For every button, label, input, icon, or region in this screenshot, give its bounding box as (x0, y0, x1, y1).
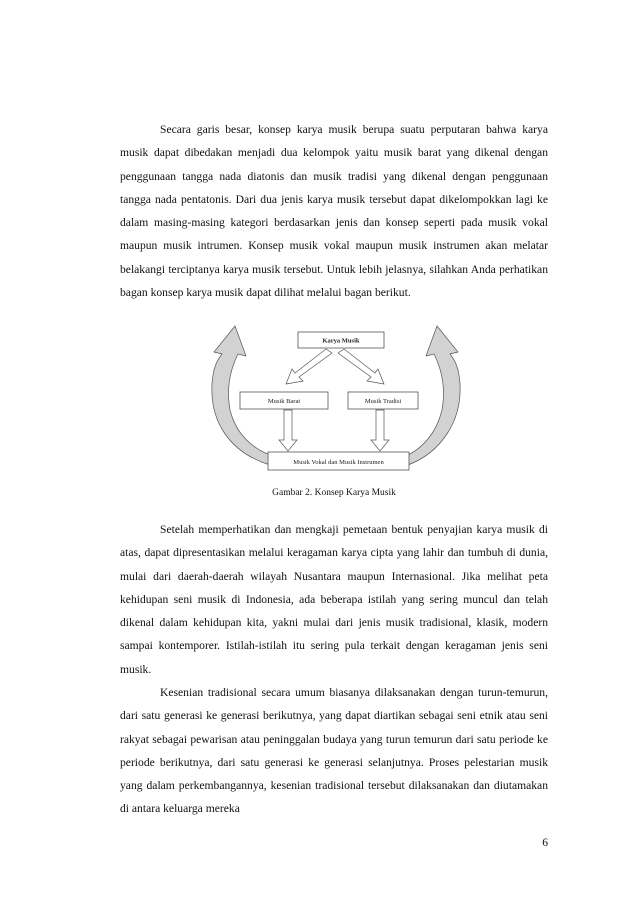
karya-musik-label: Karya Musik (322, 337, 360, 345)
arrow-to-musik-tradisi (338, 349, 384, 384)
musik-vokal-instrumen-label: Musik Vokal dan Musik Instrumen (293, 459, 384, 466)
musik-tradisi-label: Musik Tradisi (364, 398, 402, 405)
paragraph-3 (120, 681, 548, 821)
paragraph-3-text: Kesenian tradisional secara umum biasanya dilaksanakan dengan turun-temurun, dari satu generasi ke generasi berikutnya, yang dapat diartikan sebagai seni etnik atau seni rakyat sebagai pewarisan atau peninggalan budaya yang turun temurun dari satu periode ke periode berikutnya, dari satu generasi ke generasi selanjutnya. Proses pelestarian musik yang dalam perkembangannya, kesenian tradisional tersebut dilaksanakan dan diutamakan di antara keluarga mereka (120, 686, 548, 816)
arrow-to-musik-barat (286, 349, 332, 384)
paragraph-2 (120, 518, 548, 681)
paragraph-1-text: Secara garis besar, konsep karya musik berupa suatu perputaran bahwa karya musik dapat dibedakan menjadi dua kelompok yaitu musik barat yang dikenal dengan penggunaan tangga nada diatonis dan musik tradisi yang dikenal dengan penggunaan tangga nada pentatonis. Dari dua jenis karya musik tersebut dapat dikelompokkan lagi ke dalam masing-masing kategori berdasarkan jenis dan konsep seperti pada musik vokal maupun musik intrumen. Konsep musik vokal maupun musik instrumen akan melatar belakangi terciptanya karya musik tersebut. Untuk lebih jelasnya, silahkan Anda perhatikan bagan konsep karya musik dapat dilihat melalui bagan berikut. (120, 123, 548, 300)
page-number: 6 (542, 836, 548, 849)
figure-caption: Gambar 2. Konsep Karya Musik (272, 488, 396, 498)
arrow-barat-to-bottom (279, 410, 297, 451)
musik-barat-label: Musik Barat (267, 398, 301, 405)
karya-musik-diagram (200, 322, 470, 477)
paragraph-2-text: Setelah memperhatikan dan mengkaji pemetaan bentuk penyajian karya musik di atas, dapat dipresentasikan melalui keragaman karya cipta yang lahir dan tumbuh di dunia, mulai dari daerah-daerah wilayah Nusantara maupun Internasional. Jika melihat peta kehidupan seni musik di Indonesia, ada beberapa istilah yang sering muncul dan telah dikenal dalam kehidupan kita, yakni mulai dari jenis musik tradisional, klasik, modern sampai kontemporer. Istilah-istilah itu sering pula terkait dengan keragaman jenis seni musik. (120, 523, 548, 676)
paragraph-1 (120, 118, 548, 304)
arrow-tradisi-to-bottom (371, 410, 389, 451)
